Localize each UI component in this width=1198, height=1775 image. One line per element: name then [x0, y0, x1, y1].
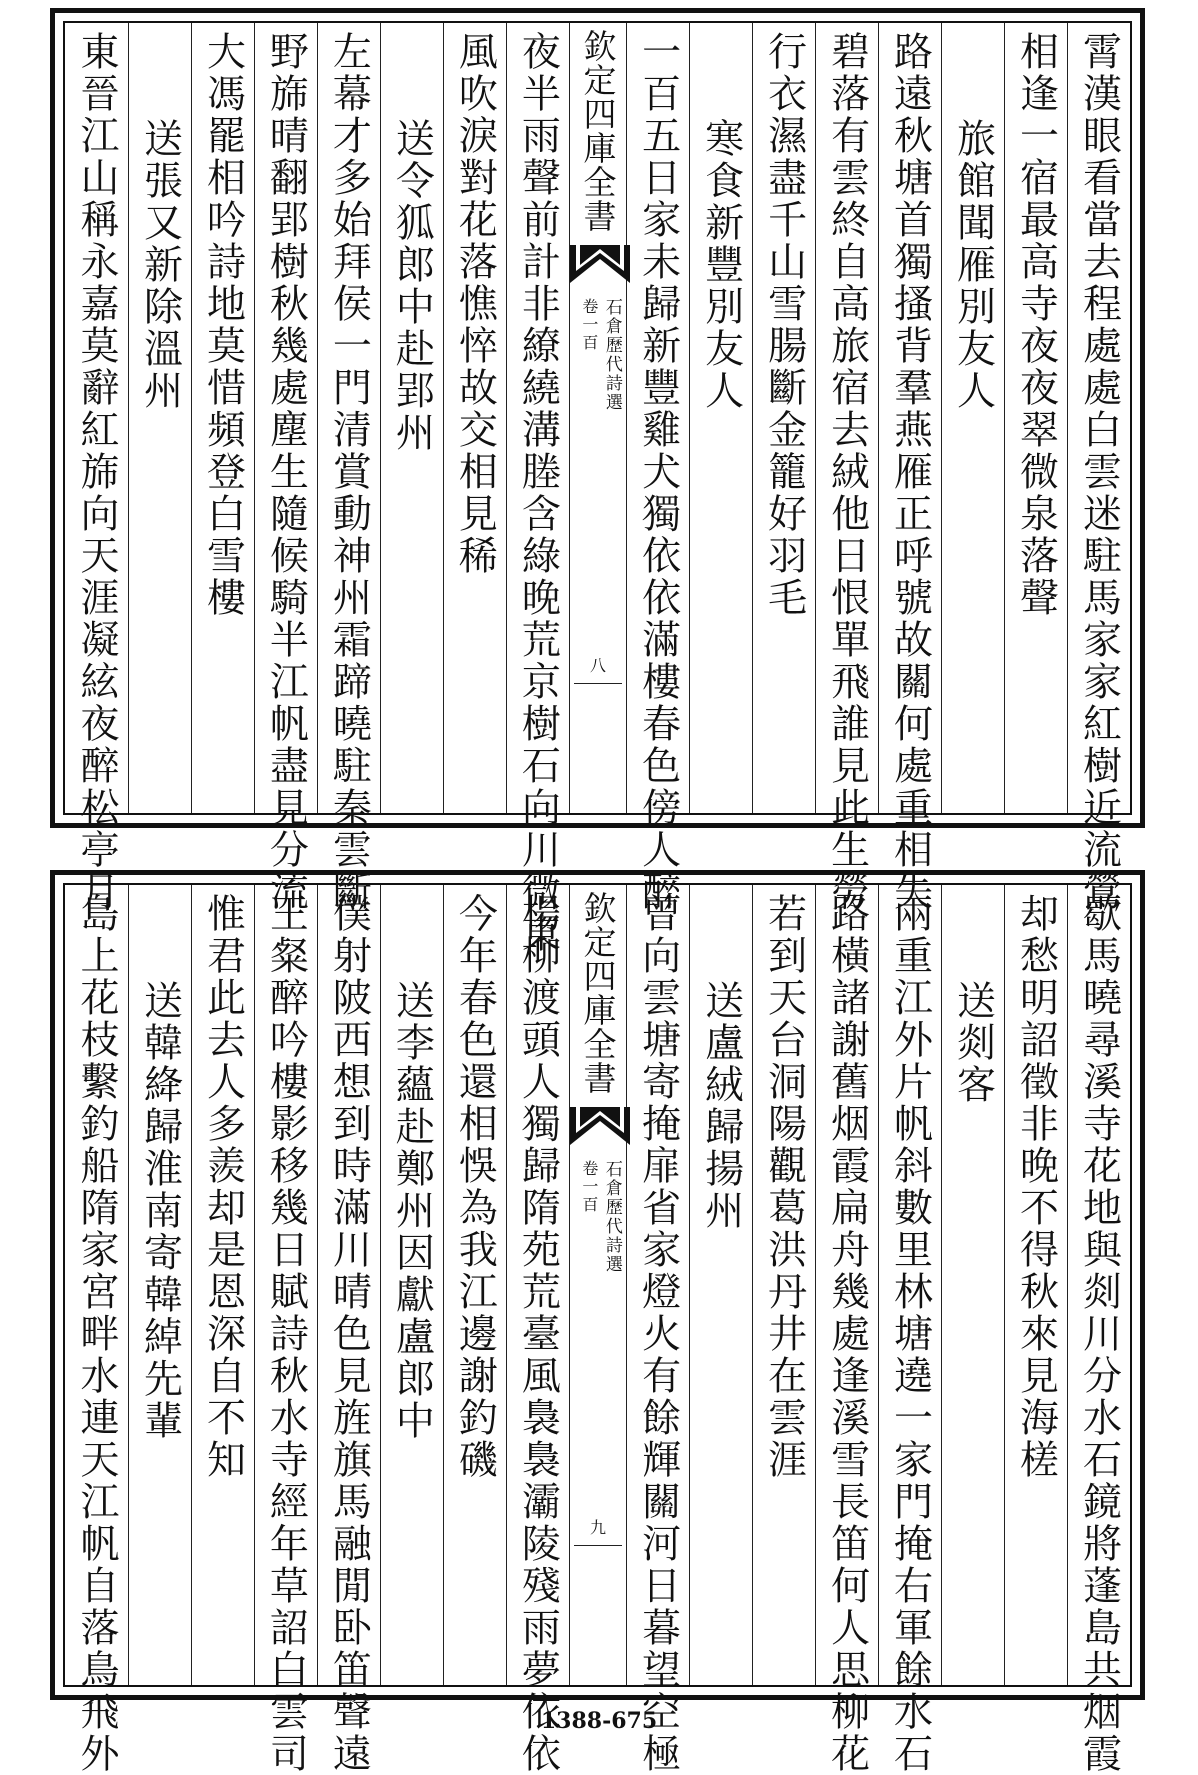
poem-column [1067, 23, 1130, 913]
column-text: 曾向雲塘寄掩扉省家燈火有餘輝關河日暮望空極 [635, 893, 681, 1775]
title-column [128, 23, 191, 813]
poem-column [815, 23, 878, 913]
poem-column [878, 885, 941, 1775]
volume-number: 卷一百 [579, 298, 599, 352]
column-text: 楊柳渡頭人獨歸隋苑荒臺風裊裊灞陵殘雨夢依依 [515, 893, 561, 1775]
divider [574, 683, 622, 684]
collection-title: 石倉歷代詩選 [601, 1160, 622, 1274]
column-text: 今年春色還相悞為我江邊謝釣磯 [452, 893, 498, 1481]
poem-column [626, 23, 689, 913]
poem-column [752, 23, 815, 813]
poem-column [65, 885, 128, 1775]
title-column [689, 885, 752, 1685]
poem-column [815, 885, 878, 1775]
divider [574, 1545, 622, 1546]
poem-column [506, 885, 569, 1775]
book-caption: 欽定四庫全書 [578, 891, 618, 1095]
column-text: 大馮罷相吟詩地莫惜頻登白雪樓 [200, 31, 246, 619]
poem-column [443, 885, 506, 1685]
volume-number: 卷一百 [579, 1160, 599, 1214]
poem-column [191, 885, 254, 1685]
column-text: 却愁明詔徵非晚不得秋來見海槎 [1013, 893, 1059, 1481]
fish-tail-mark-icon [570, 245, 630, 283]
title-column [380, 23, 443, 813]
column-text: 歇馬曉尋溪寺花地與剡川分水石鏡將蓬島共烟霞 [1076, 893, 1122, 1775]
column-text: 東晉江山稱永嘉莫辭紅旆向天涯凝絃夜醉松亭月 [74, 31, 119, 913]
column-text: 島上花枝繫釣船隋家宮畔水連天江帆自落鳥飛外 [74, 893, 119, 1775]
page-number: 八 [589, 656, 606, 675]
poem-column [506, 23, 569, 955]
poem-column [1004, 885, 1067, 1685]
poem-title: 送剡客 [950, 980, 996, 1106]
poem-column [878, 23, 941, 913]
fish-tail-mark-icon [570, 1107, 630, 1145]
poem-column [1004, 23, 1067, 813]
column-text: 一百五日家未歸新豐雞犬獨依依滿樓春色傍人醉 [635, 31, 681, 913]
title-column [941, 23, 1004, 813]
page-footer-number: 1388-675 [540, 1708, 658, 1734]
poem-column [626, 885, 689, 1775]
collection-title: 石倉歷代詩選 [601, 298, 622, 412]
title-column [380, 885, 443, 1685]
column-text: 風吹淚對花落憔悴故交相見稀 [452, 31, 498, 577]
poem-title: 旅館聞雁別友人 [950, 118, 996, 412]
poem-column [65, 23, 128, 913]
poem-title: 送令狐郎中赴郢州 [389, 118, 435, 454]
top-page [50, 8, 1145, 955]
poem-column [317, 23, 380, 913]
poem-column [752, 885, 815, 1685]
center-fold [569, 23, 626, 813]
center-fold [569, 885, 626, 1685]
column-text: 行衣濕盡千山雪腸斷金籠好羽毛 [761, 31, 807, 619]
poem-column [191, 23, 254, 813]
poem-title: 送韓絳歸淮南寄韓綽先輩 [137, 980, 183, 1442]
poem-column [1067, 885, 1130, 1775]
poem-title: 送張又新除溫州 [137, 118, 183, 412]
column-text: 路遠秋塘首獨搔背羣燕雁正呼號故關何處重相失 [887, 31, 933, 913]
poem-column [317, 885, 380, 1775]
column-text: 碧落有雲終自高旅宿去絨他日恨單飛誰見此生勞 [824, 31, 870, 913]
poem-title: 送李蘊赴鄭州因獻盧郎中 [389, 980, 435, 1442]
column-text: 惟君此去人多羨却是恩深自不知 [200, 893, 246, 1481]
title-column [941, 885, 1004, 1685]
book-caption: 欽定四庫全書 [578, 29, 618, 233]
title-column [128, 885, 191, 1685]
column-text: 若到天台洞陽觀葛洪丹井在雲涯 [761, 893, 807, 1481]
column-text: 夜半雨聲前計非繚繞溝塍含綠晚荒京樹石向川微東 [515, 31, 561, 955]
top-page-columns [63, 21, 1132, 955]
title-column [689, 23, 752, 813]
poem-title: 送盧絨歸揚州 [698, 980, 744, 1232]
poem-title: 寒食新豐別友人 [698, 118, 744, 412]
column-text: 野旆晴翻郢樹秋幾處塵生隨候騎半江帆盡見分流 [263, 31, 309, 913]
poem-column [443, 23, 506, 813]
column-text: 僕射陂西想到時滿川晴色見旌旗馬融閒卧笛聲遠 [326, 893, 372, 1775]
column-text: 兩重江外片帆斜數里林塘遶一家門掩右軍餘水石 [887, 893, 933, 1775]
column-text: 路橫諸謝舊烟霞扁舟幾處逢溪雪長笛何人思柳花 [824, 893, 870, 1775]
poem-column [254, 885, 317, 1775]
poem-column [254, 23, 317, 913]
page-number: 九 [589, 1518, 606, 1537]
column-text: 左幕才多始拜侯一門清賞動神州霜蹄曉駐秦雲斷 [326, 31, 372, 913]
column-text: 王粲醉吟樓影移幾日賦詩秋水寺經年草詔白雲司 [263, 893, 309, 1775]
column-text: 相逢一宿最高寺夜夜翠微泉落聲 [1013, 31, 1059, 619]
column-text: 霄漢眼看當去程處處白雲迷駐馬家家紅樹近流鶯 [1076, 31, 1122, 913]
